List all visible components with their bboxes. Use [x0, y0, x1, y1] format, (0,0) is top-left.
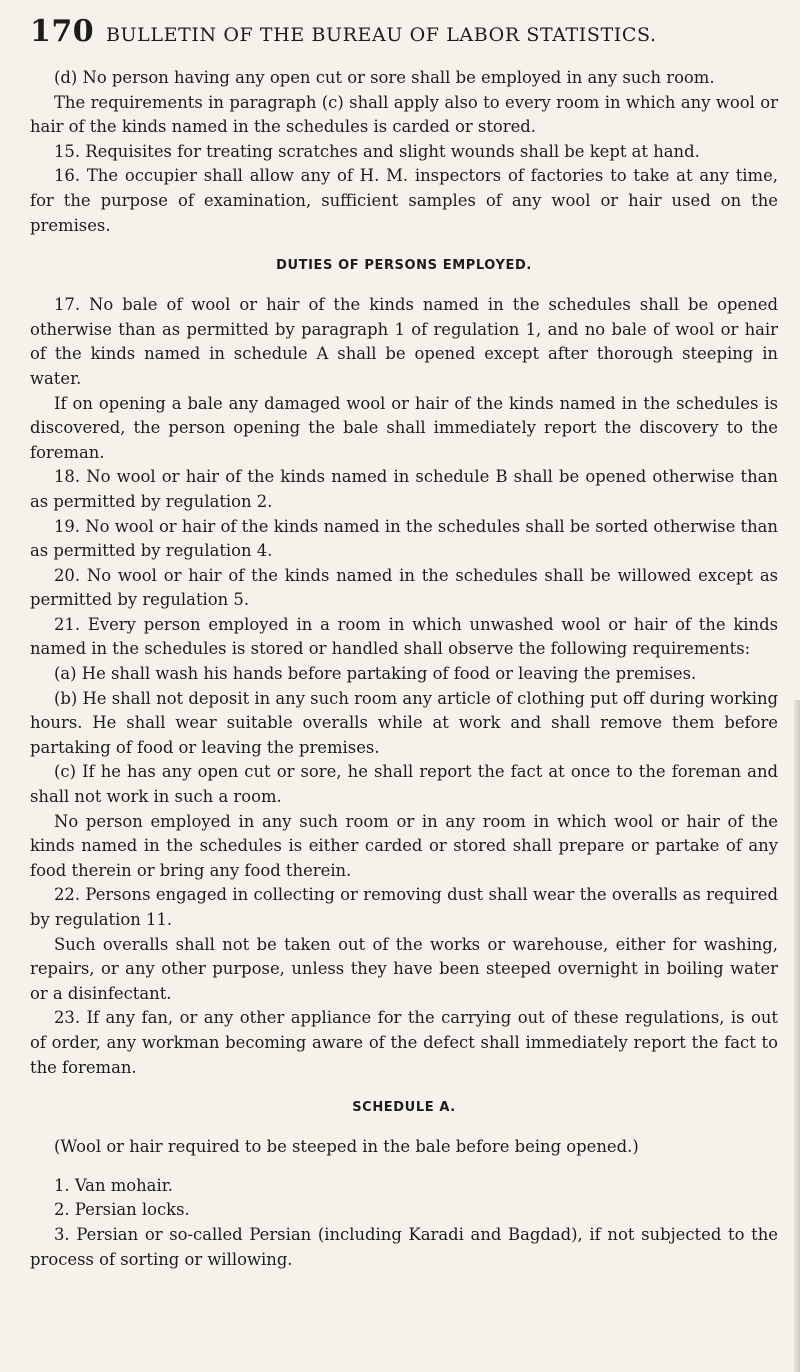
schedule-list — [30, 1174, 778, 1272]
paragraph: 18. No wool or hair of the kinds named in schedule B shall be opened otherwise than as permitted by regulation 2. — [30, 467, 778, 511]
paragraph: 17. No bale of wool or hair of the kinds named in the schedules shall be opened otherwise than as permitted by paragraph 1 of regulation 1, and no bale of wool or hair of the kinds named in schedule A shall be opened except after thorough steeping in water. — [30, 295, 778, 388]
paragraph: 19. No wool or hair of the kinds named in the schedules shall be sorted otherwise than as permitted by regulation 4. — [30, 516, 778, 561]
paragraph: 16. The occupier shall allow any of H. M. inspectors of factories to take at any time, for the purpose of examination, sufficient samples of any wool or hair used on the premises. — [30, 166, 778, 235]
paragraph: (a) He shall wash his hands before partaking of food or leaving the premises. — [54, 664, 697, 684]
schedule-item: 2. Persian locks. — [54, 1200, 190, 1220]
paragraph: 15. Requisites for treating scratches and slight wounds shall be kept at hand. — [54, 141, 700, 161]
body-text-top — [30, 66, 778, 238]
paragraph: 21. Every person employed in a room in which unwashed wool or hair of the kinds named in the schedules is stored or handled shall observe the following requirements: — [30, 614, 778, 659]
paragraph: 23. If any fan, or any other appliance for the carrying out of these regulations, is out of order, any workman becoming aware of the defect shall immediately report the fact to the foreman. — [30, 1008, 778, 1077]
schedule-heading: SCHEDULE A. — [352, 1100, 456, 1116]
page-number: 170 — [30, 14, 95, 49]
schedule-item: 1. Van mohair. — [54, 1175, 173, 1195]
paragraph: 20. No wool or hair of the kinds named in the schedules shall be willowed except as permitted by regulation 5. — [30, 565, 778, 610]
body-text-duties — [30, 293, 778, 1080]
paragraph: (b) He shall not deposit in any such room any article of clothing put off during working hours. He shall wear suitable overalls while at work and shall remove them before partaking of food or leaving the premises. — [30, 688, 778, 757]
schedule-item: 3. Persian or so-called Persian (including Karadi and Bagdad), if not subjected to the process of sorting or willowing. — [30, 1224, 778, 1269]
running-head — [30, 14, 778, 54]
paragraph: If on opening a bale any damaged wool or hair of the kinds named in the schedules is discovered, the person opening the bale shall immediately report the discovery to the foreman. — [30, 393, 778, 462]
schedule-note: (Wool or hair required to be steeped in the bale before being opened.) — [54, 1137, 639, 1157]
paragraph: (d) No person having any open cut or sore shall be employed in any such room. — [54, 68, 715, 87]
paragraph: 22. Persons engaged in collecting or removing dust shall wear the overalls as required by regulation 11. — [30, 885, 778, 929]
page-edge-shadow — [794, 700, 800, 1372]
paragraph: Such overalls shall not be taken out of the works or warehouse, either for washing, repairs, or any other purpose, unless they have been steeped overnight in boiling water or a disinfectant. — [30, 934, 778, 1003]
paragraph: The requirements in paragraph (c) shall apply also to every room in which any wool or hair of the kinds named in the schedules is carded or stored. — [30, 92, 778, 137]
section-heading: DUTIES OF PERSONS EMPLOYED. — [276, 258, 532, 274]
paragraph: No person employed in any such room or in any room in which wool or hair of the kinds named in the schedules is either carded or stored shall prepare or partake of any food therein or bring any food therein. — [30, 811, 778, 880]
running-title: BULLETIN OF THE BUREAU OF LABOR STATISTICS. — [106, 24, 657, 46]
paragraph: (c) If he has any open cut or sore, he shall report the fact at once to the foreman and shall not work in such a room. — [30, 762, 778, 807]
